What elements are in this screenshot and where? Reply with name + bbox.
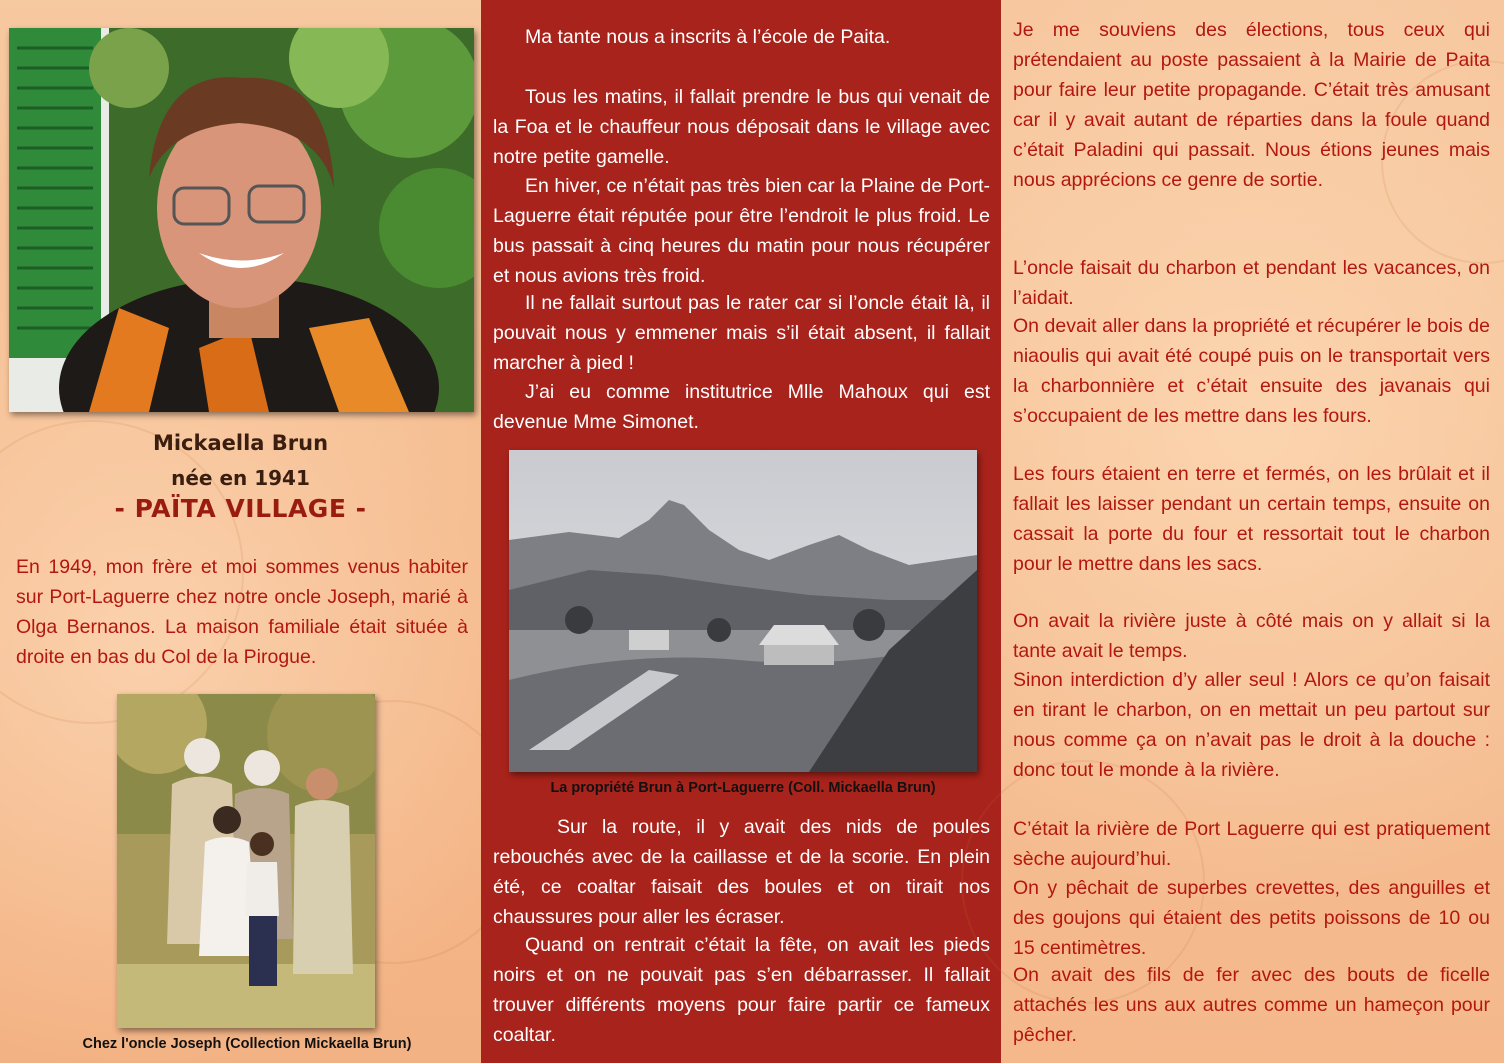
property-photo [509, 450, 977, 772]
mid-paragraph-3: En hiver, ce n’était pas très bien car la Plaine de Port-Laguerre était réputée pour être l’endroit le plus froid. Le bus passait à cinq heures du matin pour nous récupérer et nous avions très froid. [493, 175, 990, 287]
person-name: Mickaella Brun [152, 431, 329, 455]
right-paragraph-2c: Les fours étaient en terre et fermés, on les brûlait et il fallait les laisser pendant un certain temps, ensuite on cassait la porte du four et ressortait tout le charbon pour le mettre dans les sacs. [1013, 463, 1490, 575]
right-paragraph-1: Je me souviens des élections, tous ceux qui prétendaient au poste passaient à la Mairie de Paita pour faire leur petite propagande. C’était très amusant car il y avait autant de réparties dans la foule quand c’était Paladini qui passait. Nous étions jeunes mais nous apprécions ce genre de sortie. [1013, 19, 1490, 191]
village-title: - PAÏTA VILLAGE - [114, 494, 367, 523]
right-paragraph-4b: On y pêchait de superbes crevettes, des anguilles et des goujons qui étaient des petits poissons de 10 ou 15 centimètres. [1013, 877, 1490, 959]
mid-paragraph-4: Il ne fallait surtout pas le rater car si l’oncle était là, il pouvait nous y emmener mais s’il était absent, il fallait marcher à pied ! [493, 292, 990, 374]
right-paragraph-2a: L’oncle faisait du charbon et pendant les vacances, on l’aidait. [1013, 257, 1490, 309]
property-photo-caption: La propriété Brun à Port-Laguerre (Coll. Mickaella Brun) [550, 780, 936, 796]
right-paragraph-4c: On avait des fils de fer avec des bouts de ficelle attachés les uns aux autres comme un hameçon pour pêcher. [1013, 964, 1490, 1046]
right-paragraph-2b: On devait aller dans la propriété et récupérer le bois de niaoulis qui avait été coupé puis on le transportait vers la charbonnière et c’était ensuite des javanais qui s’occupaient de les mettre dans les fours. [1013, 315, 1490, 427]
right-paragraph-3b: Sinon interdiction d’y aller seul ! Alors ce qu’on faisait en tirant le charbon, on en mettait un peu partout sur nous comme ça on n’avait pas le droit à la douche : donc tout le monde à la rivière. [1013, 669, 1490, 781]
mid-paragraph-6: Sur la route, il y avait des nids de poules rebouchés avec de la caillasse et de la scorie. En plein été, ce coaltar faisait des boules et on tirait nos chaussures pour aller les écraser. [493, 816, 990, 928]
mid-paragraph-5: J’ai eu comme institutrice Mlle Mahoux qui est devenue Mme Simonet. [493, 381, 990, 433]
mid-paragraph-2: Tous les matins, il fallait prendre le bus qui venait de la Foa et le chauffeur nous déposait dans le village avec notre petite gamelle. [493, 86, 990, 168]
mid-paragraph-1: Ma tante nous a inscrits à l’école de Paita. [525, 26, 891, 48]
right-paragraph-3a: On avait la rivière juste à côté mais on y allait si la tante avait le temps. [1013, 610, 1490, 662]
family-photo-caption: Chez l'oncle Joseph (Collection Mickaella Brun) [82, 1036, 412, 1052]
right-paragraph-4a: C’était la rivière de Port Laguerre qui est pratiquement sèche aujourd’hui. [1013, 818, 1490, 870]
intro-paragraph: En 1949, mon frère et moi sommes venus habiter sur Port-Laguerre chez notre oncle Joseph, marié à Olga Bernanos. La maison familiale était située à droite en bas du Col de la Pirogue. [16, 556, 468, 668]
left-column [0, 0, 481, 1063]
family-photo [117, 694, 375, 1028]
right-column [1001, 0, 1504, 1063]
portrait-photo [9, 28, 474, 412]
birth-year: née en 1941 [171, 466, 310, 490]
middle-column [481, 0, 1001, 1063]
mid-paragraph-7: Quand on rentrait c’était la fête, on avait les pieds noirs et on ne pouvait pas s’en débarrasser. Il fallait trouver différents moyens pour faire partir ce fameux coaltar. [493, 934, 990, 1046]
